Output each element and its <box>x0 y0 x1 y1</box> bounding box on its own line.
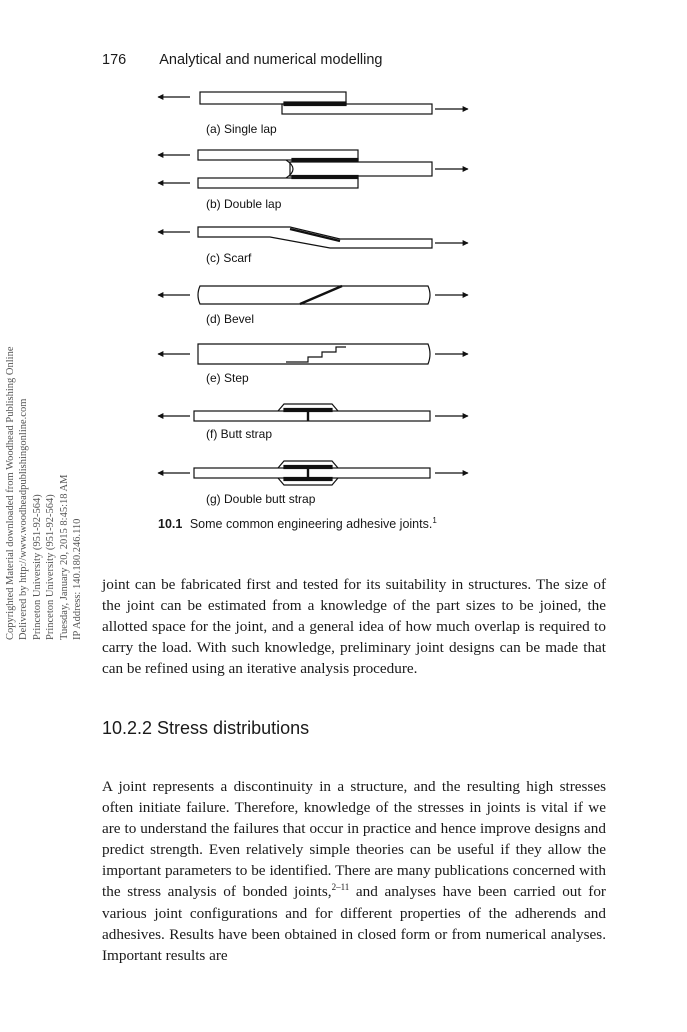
joint-diagrams <box>150 82 490 512</box>
paragraph-joint-fabrication: joint can be fabricated first and tested for its suitability in structures. The size of the joint can be estimated from a knowledge of the part sizes to be joined, the allotted space for the joint, and a general idea of how much overlap is required to carry the load. With such knowledge, preliminary joint designs can be made that can be refined using an iterative analysis procedure. <box>102 576 606 678</box>
watermark-line: Princeton University (951-92-564) <box>45 494 57 640</box>
paragraph-text-after-ref: and analyses have been carried out for various joint configurations and for different properties of the adherends and adhesives. Results have been obtained in closed form or from numerical analyses. Important results are <box>102 883 606 964</box>
caption-reference: 1 <box>432 516 437 525</box>
label-butt-strap: (f) Butt strap <box>206 427 273 441</box>
label-step: (e) Step <box>206 371 249 385</box>
caption-number: 10.1 <box>158 517 183 532</box>
butt-strap-diagram <box>158 404 468 421</box>
double-lap-diagram <box>158 150 468 188</box>
double-butt-strap-diagram <box>158 461 468 485</box>
watermark-line: IP Address: 140.180.246.110 <box>72 518 84 640</box>
figure-caption <box>158 516 437 531</box>
label-single-lap: (a) Single lap <box>206 122 277 136</box>
label-bevel: (d) Bevel <box>206 312 255 326</box>
paragraph-text-before-ref: A joint represents a discontinuity in a structure, and the resulting high stresses often initiate failure. Therefore, knowledge of the stresses in joints is vital if we are to understand the failures that occur in practice and hence improve designs and predict strength. Even relatively simple theories can be useful if they allow the important parameters to be identified. There are many publications concerned with the stress analysis of bonded joints, <box>102 778 606 901</box>
label-scarf: (c) Scarf <box>206 251 252 265</box>
bevel-diagram <box>158 286 468 304</box>
watermark-line: Princeton University (951-92-564) <box>31 494 43 640</box>
single-lap-diagram <box>158 92 468 114</box>
watermark-line: Delivered by http://www.woodheadpublishingonline.com <box>18 398 30 640</box>
running-title: Analytical and numerical modelling <box>159 52 383 68</box>
copyright-watermark <box>4 280 104 640</box>
citation-reference: 2–11 <box>331 882 350 893</box>
step-diagram <box>158 344 468 364</box>
label-double-butt-strap: (g) Double butt strap <box>206 492 316 506</box>
figure-adhesive-joints <box>150 82 490 512</box>
label-double-lap: (b) Double lap <box>206 197 282 211</box>
watermark-line: Tuesday, January 20, 2015 8:45:18 AM <box>58 474 70 640</box>
watermark-line: Copyrighted Material downloaded from Woodhead Publishing Online <box>5 346 16 640</box>
paragraph-stress-distributions <box>102 776 606 966</box>
scarf-diagram <box>158 227 468 248</box>
page-number: 176 <box>102 52 127 68</box>
caption-text: Some common engineering adhesive joints. <box>189 517 433 532</box>
section-heading: 10.2.2 Stress distributions <box>102 718 310 738</box>
running-head <box>102 52 383 68</box>
